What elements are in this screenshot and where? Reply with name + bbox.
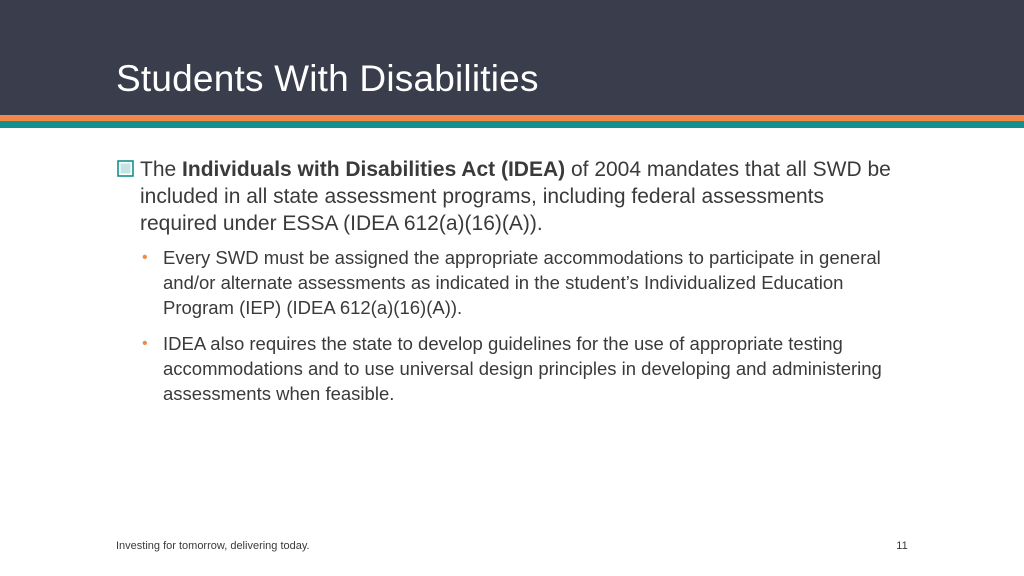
sub-bullet-list [116, 245, 906, 406]
slide-title: Students With Disabilities [116, 58, 539, 99]
teal-divider [0, 121, 1024, 128]
sub-bullet-1 [116, 245, 906, 320]
sub-bullet-2 [116, 331, 906, 406]
slide-body [116, 156, 906, 417]
main-bullet-prefix: The [140, 158, 183, 181]
footer-tagline: Investing for tomorrow, delivering today. [116, 540, 310, 552]
main-bullet-bold: Individuals with Disabilities Act (IDEA) [182, 158, 566, 181]
page-number: 11 [896, 540, 908, 552]
bullet-dot-icon: • [142, 335, 148, 352]
main-bullet-suffix: of 2004 mandates that all SWD be included in all state assessment programs, including federal assessments required under ESSA (IDEA 612(a)(16)(A)). [140, 158, 891, 235]
sub-bullet-text: Every SWD must be assigned the appropriate accommodations to participate in general and/or alternate assessments as indicated in the student’s Individualized Education Program (IEP) (IDEA 612(a)(16)(A)). [163, 247, 881, 318]
sub-bullet-text: IDEA also requires the state to develop guidelines for the use of appropriate testing accommodations and to use universal design principles in developing and administering assessments when feasible. [163, 333, 882, 404]
title-bar [0, 0, 1024, 115]
main-bullet [116, 156, 906, 237]
bullet-dot-icon: • [142, 249, 148, 266]
checkbox-icon [117, 160, 134, 177]
